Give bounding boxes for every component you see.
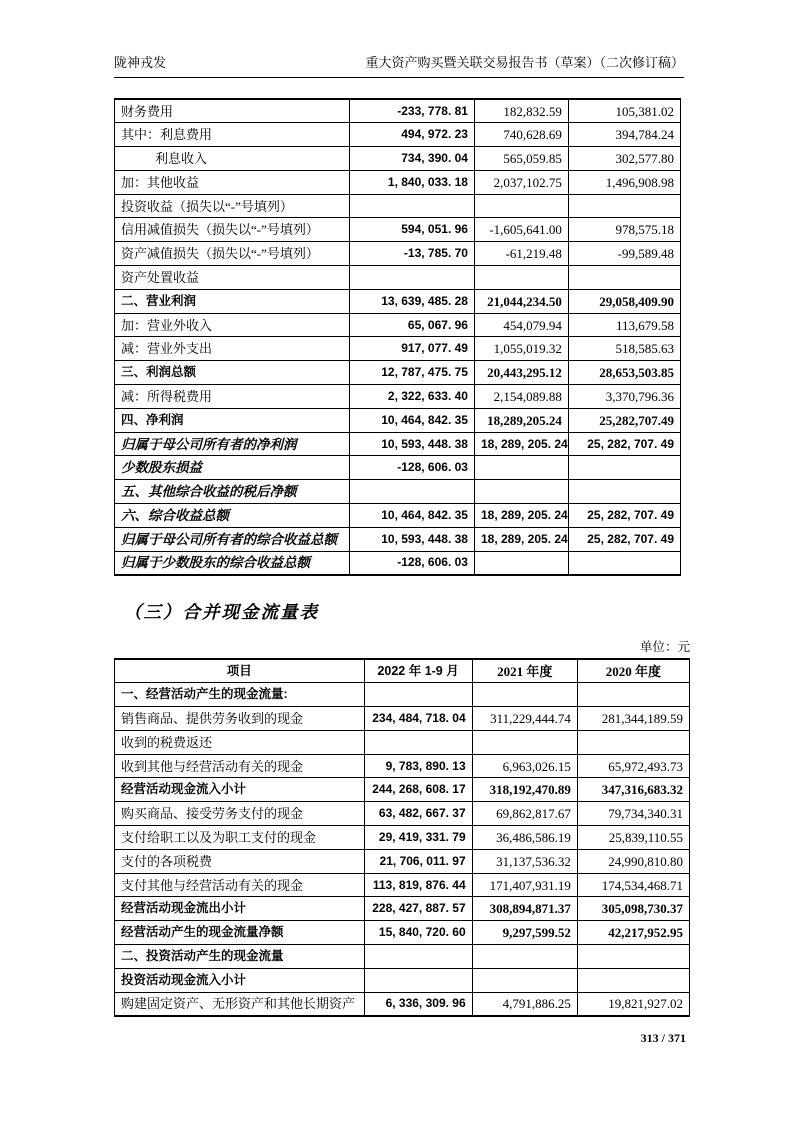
cell-value-2021: 182,832.59 xyxy=(474,99,568,123)
row-label: 收到其他与经营活动有关的现金 xyxy=(115,754,365,778)
cell-value-2022: 12, 787, 475. 75 xyxy=(350,361,475,385)
cell-value-2021 xyxy=(474,456,568,480)
row-label: 收到的税费返还 xyxy=(115,730,365,754)
row-label: 加：营业外收入 xyxy=(115,313,350,337)
cell-value-2021: 9,297,599.52 xyxy=(472,921,577,945)
table-row xyxy=(115,897,690,921)
row-label: 资产处置收益 xyxy=(115,266,350,290)
table-row xyxy=(115,266,681,290)
table-row xyxy=(115,408,681,432)
table-row xyxy=(115,313,681,337)
cell-value-2022 xyxy=(350,266,475,290)
row-label: 四、净利润 xyxy=(115,408,350,432)
table-row xyxy=(115,385,681,409)
table-row xyxy=(115,456,681,480)
cell-value-2020 xyxy=(577,730,689,754)
cell-value-2022: 9, 783, 890. 13 xyxy=(364,754,472,778)
cell-value-2022: -128, 606. 03 xyxy=(350,456,475,480)
cell-value-2022: 917, 077. 49 xyxy=(350,337,475,361)
table-row xyxy=(115,361,681,385)
cell-value-2021: 36,486,586.19 xyxy=(472,826,577,850)
cell-value-2020: 42,217,952.95 xyxy=(577,921,689,945)
row-label: 支付其他与经营活动有关的现金 xyxy=(115,873,365,897)
cell-value-2020 xyxy=(577,968,689,992)
row-label: 支付给职工以及为职工支付的现金 xyxy=(115,826,365,850)
cell-value-2022: 10, 464, 842. 35 xyxy=(350,408,475,432)
table-row xyxy=(115,242,681,266)
column-header-2021: 2021 年度 xyxy=(472,659,577,683)
cell-value-2021: 20,443,295.12 xyxy=(474,361,568,385)
cell-value-2020: 25,282,707.49 xyxy=(568,408,680,432)
cell-value-2020: 29,058,409.90 xyxy=(568,289,680,313)
cell-value-2021: 318,192,470.89 xyxy=(472,778,577,802)
cell-value-2022 xyxy=(364,683,472,707)
row-label: 归属于母公司所有者的净利润 xyxy=(115,432,350,456)
cell-value-2021: 18, 289, 205. 24 xyxy=(474,432,568,456)
table-row xyxy=(115,826,690,850)
row-label: 购买商品、接受劳务支付的现金 xyxy=(115,802,365,826)
row-label: 销售商品、提供劳务收到的现金 xyxy=(115,707,365,731)
table-row xyxy=(115,99,681,123)
cell-value-2020: 281,344,189.59 xyxy=(577,707,689,731)
cash-flow-table xyxy=(114,658,690,1017)
cell-value-2020 xyxy=(568,456,680,480)
cell-value-2020: 3,370,796.36 xyxy=(568,385,680,409)
cell-value-2022: 10, 464, 842. 35 xyxy=(350,504,475,528)
cell-value-2021: 69,862,817.67 xyxy=(472,802,577,826)
unit-label: 单位：元 xyxy=(639,639,690,654)
table-row xyxy=(115,504,681,528)
table-row xyxy=(115,289,681,313)
cell-value-2021: 308,894,871.37 xyxy=(472,897,577,921)
row-label: 减：所得税费用 xyxy=(115,385,350,409)
header-left-text: 陇神戎发 xyxy=(114,55,167,70)
cell-value-2020: 25, 282, 707. 49 xyxy=(568,504,680,528)
table-row xyxy=(115,730,690,754)
table-row xyxy=(115,551,681,575)
cell-value-2021 xyxy=(472,968,577,992)
income-statement-rows xyxy=(115,99,681,575)
table-row xyxy=(115,992,690,1016)
cell-value-2022: 13, 639, 485. 28 xyxy=(350,289,475,313)
cell-value-2020: 174,534,468.71 xyxy=(577,873,689,897)
cell-value-2021: -1,605,641.00 xyxy=(474,218,568,242)
cell-value-2022 xyxy=(350,480,475,504)
row-label: 少数股东损益 xyxy=(115,456,350,480)
cell-value-2022: 244, 268, 608. 17 xyxy=(364,778,472,802)
row-label: 五、其他综合收益的税后净额 xyxy=(115,480,350,504)
cell-value-2021: 6,963,026.15 xyxy=(472,754,577,778)
row-label: 投资收益（损失以“-”号填列） xyxy=(115,194,350,218)
row-label: 加：其他收益 xyxy=(115,170,350,194)
cell-value-2021 xyxy=(474,551,568,575)
cell-value-2021 xyxy=(474,480,568,504)
table-row xyxy=(115,218,681,242)
cell-value-2021: 18,289,205.24 xyxy=(474,408,568,432)
cell-value-2020: 65,972,493.73 xyxy=(577,754,689,778)
cell-value-2022: 234, 484, 718. 04 xyxy=(364,707,472,731)
cell-value-2022: -128, 606. 03 xyxy=(350,551,475,575)
cell-value-2022: 10, 593, 448. 38 xyxy=(350,432,475,456)
table-row xyxy=(115,683,690,707)
cell-value-2020: 305,098,730.37 xyxy=(577,897,689,921)
table-row xyxy=(115,754,690,778)
cell-value-2020: 25, 282, 707. 49 xyxy=(568,527,680,551)
cell-value-2022: 29, 419, 331. 79 xyxy=(364,826,472,850)
table-row xyxy=(115,527,681,551)
cell-value-2020 xyxy=(568,194,680,218)
cell-value-2020: 105,381.02 xyxy=(568,99,680,123)
income-statement-table xyxy=(114,98,681,576)
row-label: 归属于母公司所有者的综合收益总额 xyxy=(115,527,350,551)
cell-value-2022: 15, 840, 720. 60 xyxy=(364,921,472,945)
column-header-2020: 2020 年度 xyxy=(577,659,689,683)
row-label: 信用减值损失（损失以“-”号填列） xyxy=(115,218,350,242)
cell-value-2022: 734, 390. 04 xyxy=(350,147,475,171)
cell-value-2022: 65, 067. 96 xyxy=(350,313,475,337)
row-label: 二、投资活动产生的现金流量 xyxy=(115,945,365,969)
cell-value-2021 xyxy=(472,730,577,754)
cell-value-2020: 25, 282, 707. 49 xyxy=(568,432,680,456)
cell-value-2022: 494, 972. 23 xyxy=(350,123,475,147)
cell-value-2022: 6, 336, 309. 96 xyxy=(364,992,472,1016)
table-row xyxy=(115,968,690,992)
cell-value-2021: -61,219.48 xyxy=(474,242,568,266)
cell-value-2022: 2, 322, 633. 40 xyxy=(350,385,475,409)
table-row xyxy=(115,194,681,218)
cell-value-2020: 79,734,340.31 xyxy=(577,802,689,826)
cell-value-2020: 518,585.63 xyxy=(568,337,680,361)
row-label: 归属于少数股东的综合收益总额 xyxy=(115,551,350,575)
cell-value-2020: 19,821,927.02 xyxy=(577,992,689,1016)
cell-value-2021 xyxy=(472,683,577,707)
cell-value-2022: -13, 785. 70 xyxy=(350,242,475,266)
row-label: 减：营业外支出 xyxy=(115,337,350,361)
cell-value-2022: 113, 819, 876. 44 xyxy=(364,873,472,897)
cell-value-2022: -233, 778. 81 xyxy=(350,99,475,123)
cell-value-2020: 25,839,110.55 xyxy=(577,826,689,850)
row-label: 经营活动产生的现金流量净额 xyxy=(115,921,365,945)
table-row xyxy=(115,921,690,945)
table-row xyxy=(115,170,681,194)
row-label: 资产减值损失（损失以“-”号填列） xyxy=(115,242,350,266)
table-row xyxy=(115,337,681,361)
cell-value-2021: 2,154,089.88 xyxy=(474,385,568,409)
section-title: （三）合并现金流量表 xyxy=(124,601,319,622)
row-label: 六、综合收益总额 xyxy=(115,504,350,528)
cell-value-2020 xyxy=(577,945,689,969)
cell-value-2020: 28,653,503.85 xyxy=(568,361,680,385)
table-row xyxy=(115,480,681,504)
cell-value-2021: 4,791,886.25 xyxy=(472,992,577,1016)
table-row xyxy=(115,432,681,456)
table-row xyxy=(115,778,690,802)
column-header-2022: 2022 年 1-9 月 xyxy=(364,659,472,683)
cell-value-2020: 302,577.80 xyxy=(568,147,680,171)
cell-value-2020 xyxy=(577,683,689,707)
row-label: 财务费用 xyxy=(115,99,350,123)
cell-value-2021: 1,055,019.32 xyxy=(474,337,568,361)
row-label: 二、营业利润 xyxy=(115,289,350,313)
cell-value-2020: -99,589.48 xyxy=(568,242,680,266)
cell-value-2022: 594, 051. 96 xyxy=(350,218,475,242)
table-row xyxy=(115,873,690,897)
cell-value-2022 xyxy=(364,968,472,992)
table-row xyxy=(115,849,690,873)
page-header xyxy=(114,52,684,78)
cell-value-2022: 10, 593, 448. 38 xyxy=(350,527,475,551)
cell-value-2020 xyxy=(568,266,680,290)
header-right-text: 重大资产购买暨关联交易报告书（草案）（二次修订稿） xyxy=(365,55,684,70)
cell-value-2020: 978,575.18 xyxy=(568,218,680,242)
row-label: 一、经营活动产生的现金流量: xyxy=(115,683,365,707)
cell-value-2022 xyxy=(350,194,475,218)
row-label: 支付的各项税费 xyxy=(115,849,365,873)
cell-value-2020 xyxy=(568,480,680,504)
cell-value-2021: 171,407,931.19 xyxy=(472,873,577,897)
cell-value-2021: 311,229,444.74 xyxy=(472,707,577,731)
table-row xyxy=(115,707,690,731)
cell-value-2021: 31,137,536.32 xyxy=(472,849,577,873)
cell-value-2020: 347,316,683.32 xyxy=(577,778,689,802)
cell-value-2020: 394,784.24 xyxy=(568,123,680,147)
cell-value-2021 xyxy=(474,194,568,218)
cell-value-2022 xyxy=(364,730,472,754)
row-label: 三、利润总额 xyxy=(115,361,350,385)
column-header-item: 项目 xyxy=(115,659,365,683)
cell-value-2020: 24,990,810.80 xyxy=(577,849,689,873)
cell-value-2021 xyxy=(474,266,568,290)
cell-value-2020: 113,679.58 xyxy=(568,313,680,337)
cell-value-2021: 18, 289, 205. 24 xyxy=(474,527,568,551)
cell-value-2021: 18, 289, 205. 24 xyxy=(474,504,568,528)
row-label: 利息收入 xyxy=(115,147,350,171)
cell-value-2021: 2,037,102.75 xyxy=(474,170,568,194)
table-row xyxy=(115,123,681,147)
cell-value-2020: 1,496,908.98 xyxy=(568,170,680,194)
table-row xyxy=(115,802,690,826)
cell-value-2022: 21, 706, 011. 97 xyxy=(364,849,472,873)
cash-flow-rows xyxy=(115,683,690,1016)
cell-value-2020 xyxy=(568,551,680,575)
cell-value-2021: 740,628.69 xyxy=(474,123,568,147)
row-label: 投资活动现金流入小计 xyxy=(115,968,365,992)
row-label: 经营活动现金流入小计 xyxy=(115,778,365,802)
cell-value-2021 xyxy=(472,945,577,969)
cell-value-2022: 228, 427, 887. 57 xyxy=(364,897,472,921)
row-label: 购建固定资产、无形资产和其他长期资产 xyxy=(115,992,365,1016)
cell-value-2022: 1, 840, 033. 18 xyxy=(350,170,475,194)
cell-value-2021: 454,079.94 xyxy=(474,313,568,337)
cell-value-2021: 565,059.85 xyxy=(474,147,568,171)
cell-value-2022: 63, 482, 667. 37 xyxy=(364,802,472,826)
page-number: 313 / 371 xyxy=(640,1030,686,1045)
table-row xyxy=(115,945,690,969)
table-header-row xyxy=(115,659,690,683)
row-label: 其中：利息费用 xyxy=(115,123,350,147)
cell-value-2022 xyxy=(364,945,472,969)
cell-value-2021: 21,044,234.50 xyxy=(474,289,568,313)
row-label: 经营活动现金流出小计 xyxy=(115,897,365,921)
table-row xyxy=(115,147,681,171)
